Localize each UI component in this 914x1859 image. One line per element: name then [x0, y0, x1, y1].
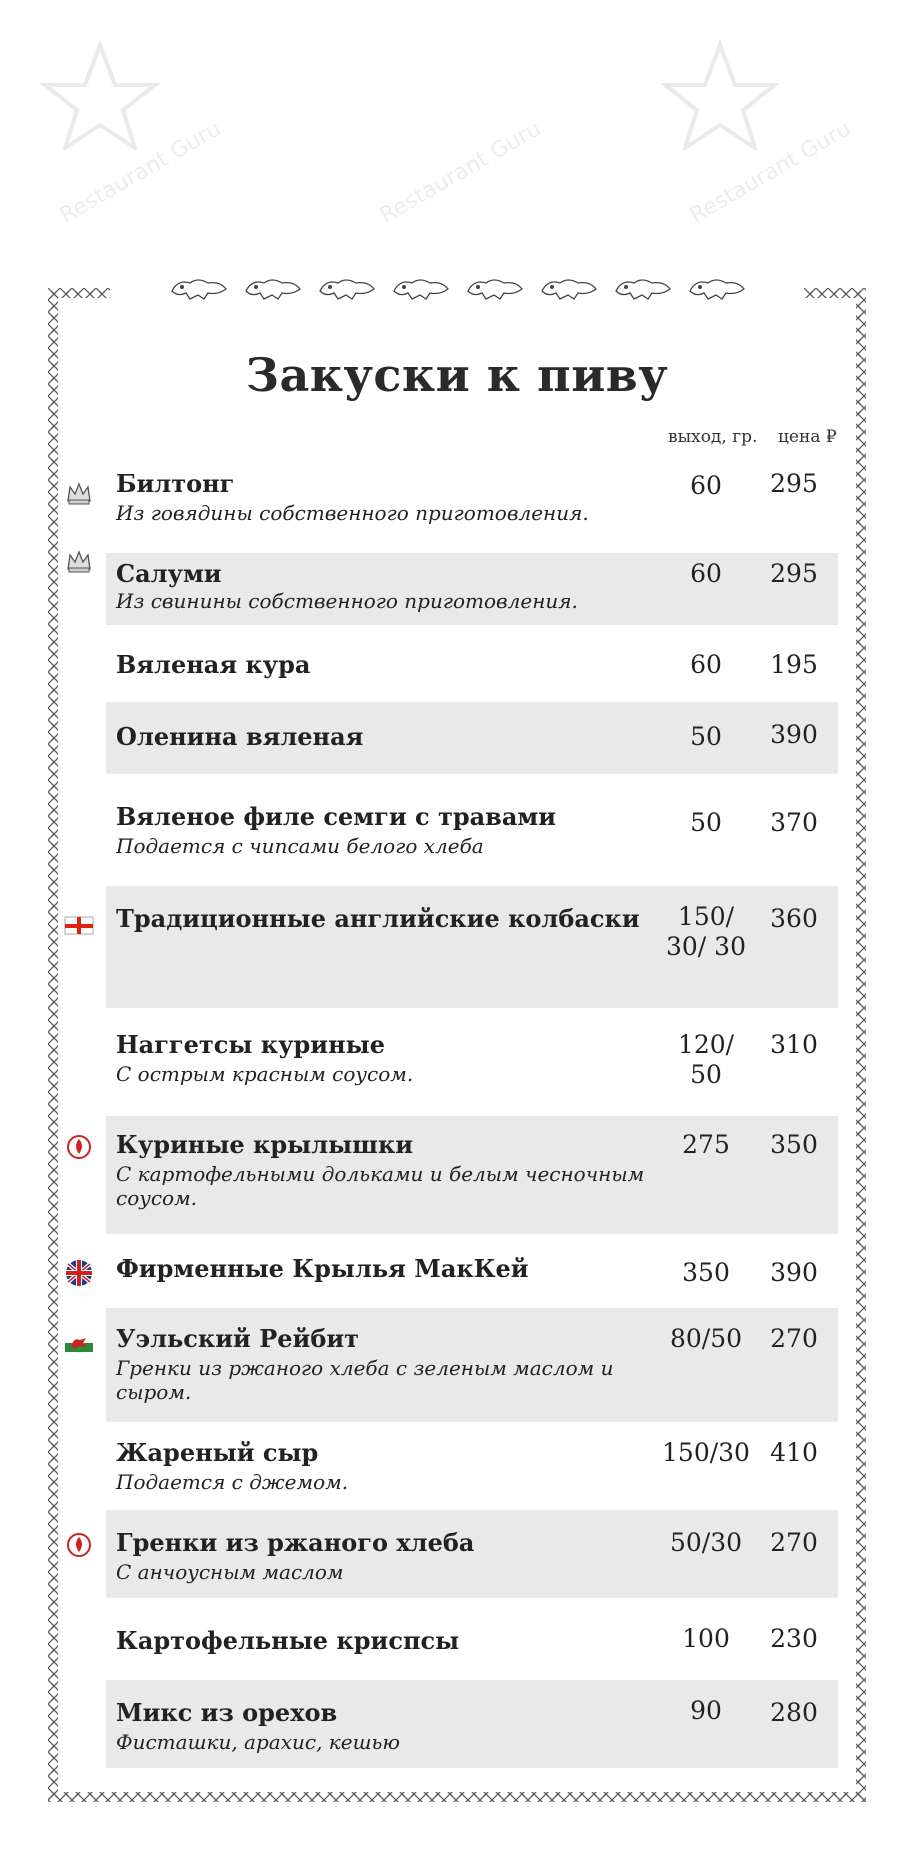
watermark-text: Restaurant Guru: [375, 116, 546, 229]
lion-icon: [242, 273, 304, 303]
price-column-header: цена ₽: [778, 427, 837, 447]
crown-icon: [64, 477, 94, 507]
menu-item-portion: 275: [682, 1130, 730, 1159]
menu-item-portion: 60: [690, 650, 722, 679]
menu-item-name: Оленина вяленая: [116, 722, 364, 751]
menu-item-portion: 150/ 30/ 30: [666, 902, 746, 961]
menu-item-portion: 50/30: [669, 1528, 743, 1557]
menu-item-row: [106, 1680, 838, 1768]
menu-item-price: 295: [770, 559, 818, 588]
menu-item-name: Традиционные английские колбаски: [116, 904, 640, 933]
menu-item-description: Из говядины собственного приготовления.: [116, 501, 589, 525]
menu-item-portion: 100: [682, 1624, 730, 1653]
menu-item-price: 360: [770, 904, 818, 933]
menu-item-price: 370: [770, 808, 818, 837]
menu-item-description: Гренки из ржаного хлеба с зеленым маслом и сыром.: [116, 1356, 614, 1404]
menu-item-row: [106, 1116, 838, 1234]
lion-icon: [612, 273, 674, 303]
menu-item-description: Подается с джемом.: [116, 1470, 349, 1494]
menu-item-price: 390: [770, 720, 818, 749]
menu-item-description: С картофельными дольками и белым чесночным соусом.: [116, 1162, 645, 1210]
menu-item-description: Фисташки, арахис, кешью: [116, 1730, 401, 1754]
menu-item-description: Подается с чипсами белого хлеба: [116, 834, 484, 858]
spicy-icon: [64, 1132, 94, 1162]
menu-item-row: [106, 702, 838, 774]
menu-item-name: Уэльский Рейбит: [116, 1324, 359, 1353]
menu-item-name: Картофельные криспсы: [116, 1626, 460, 1655]
menu-item-description: Из свинины собственного приготовления.: [116, 589, 578, 613]
menu-item-portion: 50: [690, 722, 722, 751]
menu-item-row: [106, 465, 838, 537]
menu-section-title: Закуски к пиву: [245, 348, 669, 402]
menu-item-price: 195: [770, 650, 818, 679]
menu-item-name: Куриные крылышки: [116, 1130, 414, 1159]
spicy-icon: [64, 1530, 94, 1560]
menu-item-price: 280: [770, 1698, 818, 1727]
menu-item-portion: 60: [690, 471, 722, 500]
menu-item-price: 310: [770, 1030, 818, 1059]
lion-icon: [464, 273, 526, 303]
wales-flag-icon: [64, 1328, 94, 1358]
menu-item-name: Наггетсы куриные: [116, 1030, 385, 1059]
menu-item-description: С анчоусным маслом: [116, 1560, 344, 1584]
menu-item-name: Гренки из ржаного хлеба: [116, 1528, 475, 1557]
lion-icon: [390, 273, 452, 303]
menu-item-row: [106, 886, 838, 1008]
lion-icon: [686, 273, 748, 303]
menu-item-row: [106, 790, 838, 870]
menu-item-name: Салуми: [116, 559, 222, 588]
menu-item-price: 230: [770, 1624, 818, 1653]
menu-item-portion: 90: [690, 1696, 722, 1725]
menu-item-row: [106, 1424, 838, 1506]
lion-ornament-row: [168, 270, 748, 306]
lion-icon: [168, 273, 230, 303]
lion-icon: [316, 273, 378, 303]
lion-icon: [538, 273, 600, 303]
menu-item-price: 410: [770, 1438, 818, 1467]
menu-item-name: Билтонг: [116, 469, 235, 498]
menu-item-portion: 350: [682, 1258, 730, 1287]
menu-item-price: 295: [770, 469, 818, 498]
menu-item-price: 270: [770, 1324, 818, 1353]
portion-column-header: выход, гр.: [668, 427, 758, 447]
menu-item-row: [106, 1238, 838, 1304]
menu-item-row: [106, 640, 838, 700]
menu-item-description: С острым красным соусом.: [116, 1062, 414, 1086]
watermark-text: Restaurant Guru: [685, 116, 856, 229]
menu-item-row: [106, 1010, 838, 1110]
menu-item-name: Жареный сыр: [116, 1438, 319, 1467]
menu-item-price: 350: [770, 1130, 818, 1159]
menu-item-portion: 50: [690, 808, 722, 837]
menu-item-portion: 150/30: [662, 1438, 750, 1467]
menu-item-row: [106, 1510, 838, 1598]
menu-item-price: 270: [770, 1528, 818, 1557]
menu-item-portion: 80/50: [669, 1324, 743, 1353]
menu-item-name: Микс из орехов: [116, 1698, 338, 1727]
menu-item-name: Вяленое филе семги с травами: [116, 802, 557, 831]
watermark-text: Restaurant Guru: [55, 116, 226, 229]
menu-item-portion: 120/ 50: [677, 1030, 735, 1089]
england-flag-icon: [64, 910, 94, 940]
menu-item-name: Вяленая кура: [116, 650, 311, 679]
menu-item-row: [106, 553, 838, 625]
menu-item-portion: 60: [690, 559, 722, 588]
menu-item-name: Фирменные Крылья МакКей: [116, 1254, 529, 1283]
uk-flag-icon: [64, 1258, 94, 1288]
menu-item-price: 390: [770, 1258, 818, 1287]
crown-icon: [64, 545, 94, 575]
menu-item-row: [106, 1308, 838, 1422]
menu-item-row: [106, 1602, 838, 1678]
